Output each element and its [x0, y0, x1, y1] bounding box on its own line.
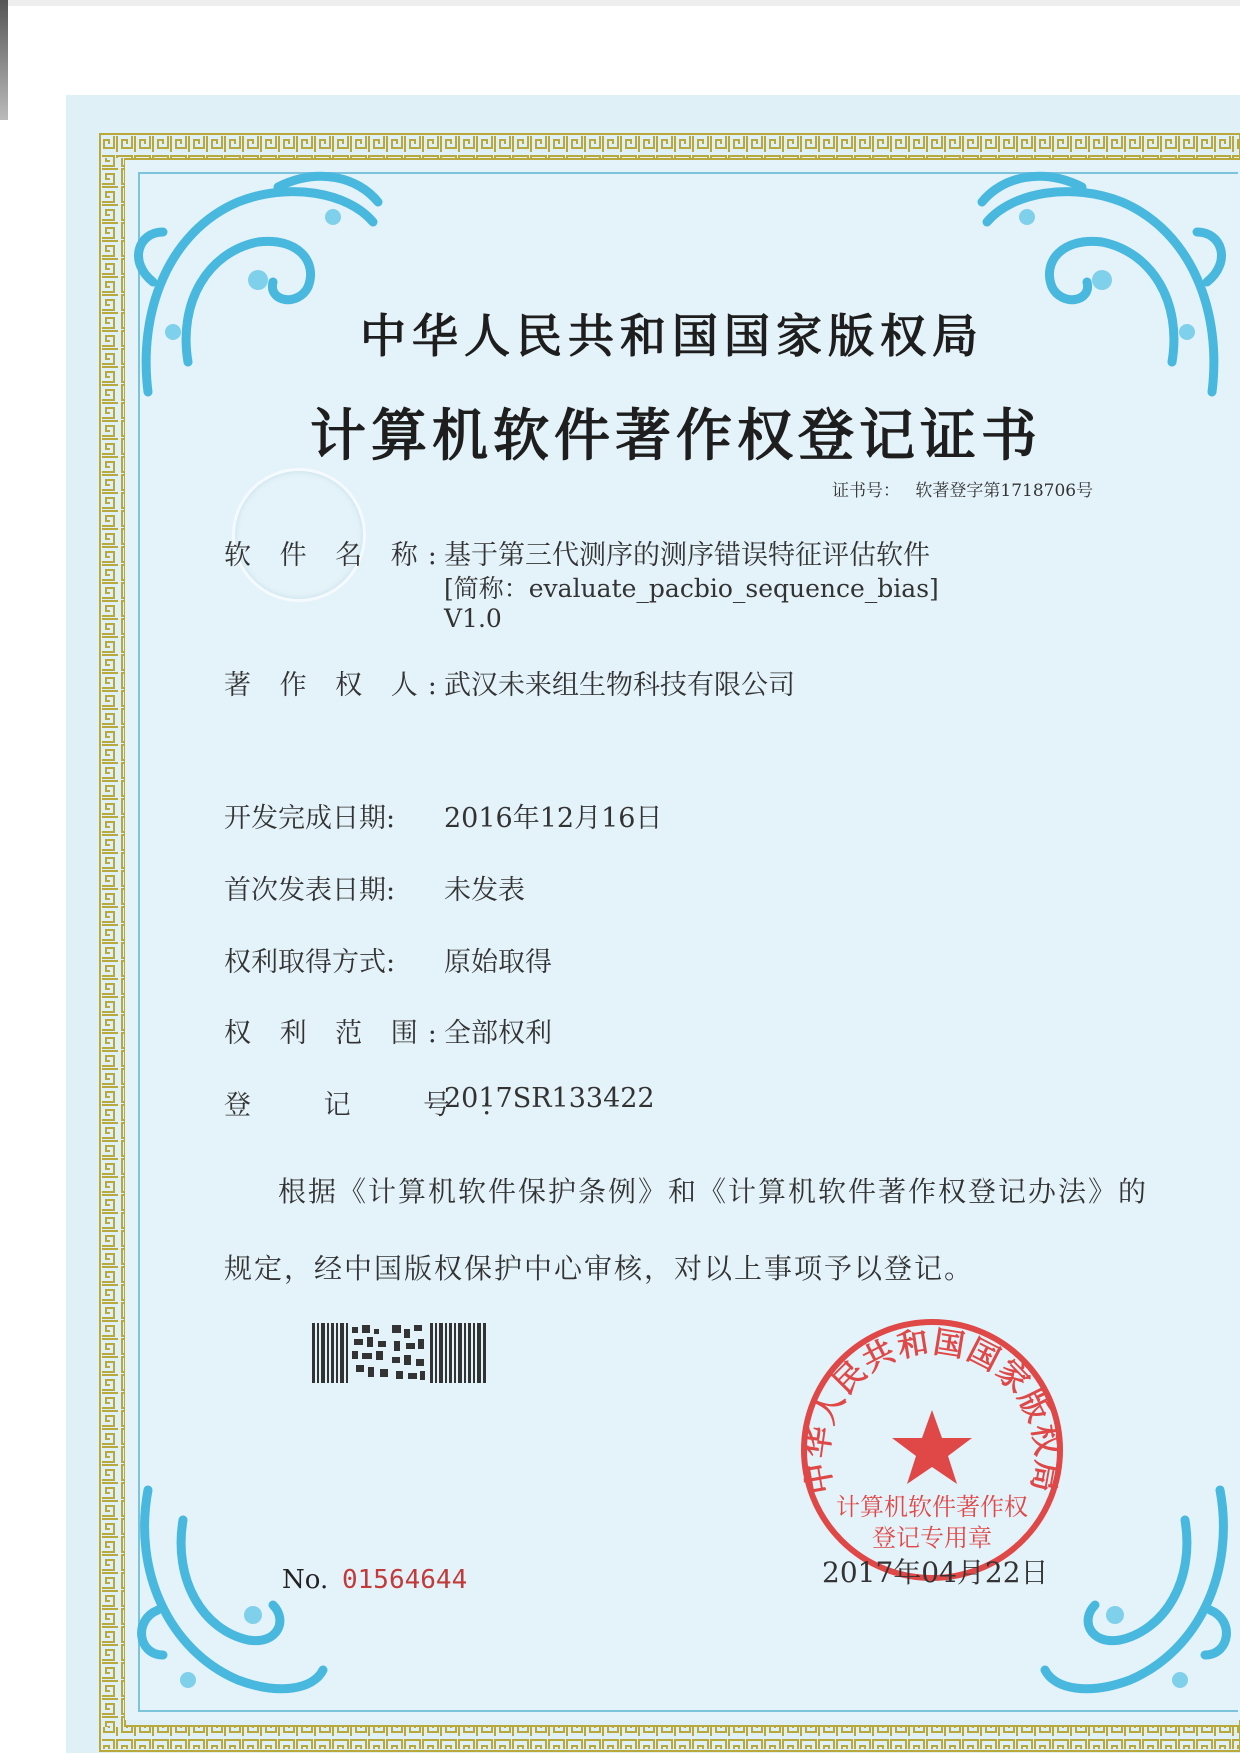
field-value-software-version: V1.0	[444, 604, 502, 633]
field-label-software-name: 软 件 名 称:	[224, 540, 447, 571]
corner-ornament-top-right	[972, 162, 1232, 412]
field-label-rights-scope: 权 利 范 围:	[224, 1018, 447, 1049]
field-value-software-name: 基于第三代测序的测序错误特征评估软件	[444, 540, 930, 571]
seal-center-line-2: 登记专用章	[872, 1524, 992, 1552]
field-label-first-publication-date: 首次发表日期:	[224, 875, 396, 906]
statement-line-2: 规定，经中国版权保护中心审核，对以上事项予以登记。	[224, 1252, 975, 1285]
seal-center-line-1: 计算机软件著作权	[836, 1493, 1028, 1521]
statement-line-1: 根据《计算机软件保护条例》和《计算机软件著作权登记办法》的	[278, 1175, 1149, 1208]
field-label-registration-number: 登 记 号:	[224, 1090, 524, 1121]
field-value-software-short-name: [简称：evaluate_pacbio_sequence_bias]	[444, 574, 939, 603]
serial-number-label: No.	[282, 1565, 329, 1595]
field-value-registration-number: 2017SR133422	[444, 1083, 655, 1114]
seal-ring-text: 中华人民共和国国家版权局	[798, 1324, 1066, 1497]
certificate-title: 计算机软件著作权登记证书	[310, 403, 1042, 469]
corner-ornament-top-left	[128, 162, 388, 412]
field-value-completion-date: 2016年12月16日	[444, 803, 663, 834]
issue-date: 2017年04月22日	[822, 1556, 1049, 1589]
field-value-first-publication-date: 未发表	[444, 875, 525, 906]
issuer-title: 中华人民共和国国家版权局	[360, 309, 984, 363]
serial-number-value: 01564644	[342, 1565, 468, 1595]
field-label-rights-acquisition: 权利取得方式:	[224, 947, 396, 978]
certificate-number-value: 软著登字第1718706号	[915, 481, 1094, 501]
barcode-image	[312, 1323, 488, 1383]
certificate-number-label: 证书号：	[832, 481, 900, 501]
scan-left-edge	[0, 0, 8, 120]
field-value-copyright-owner: 武汉未来组生物科技有限公司	[444, 670, 795, 701]
official-seal	[792, 1310, 1072, 1590]
field-label-copyright-owner: 著 作 权 人:	[224, 670, 447, 701]
field-label-completion-date: 开发完成日期:	[224, 803, 396, 834]
corner-ornament-bottom-left	[128, 1480, 328, 1710]
scan-top-edge	[0, 0, 1240, 6]
field-value-rights-acquisition: 原始取得	[444, 947, 552, 978]
certificate-number	[832, 476, 1093, 501]
field-value-rights-scope: 全部权利	[444, 1018, 552, 1049]
